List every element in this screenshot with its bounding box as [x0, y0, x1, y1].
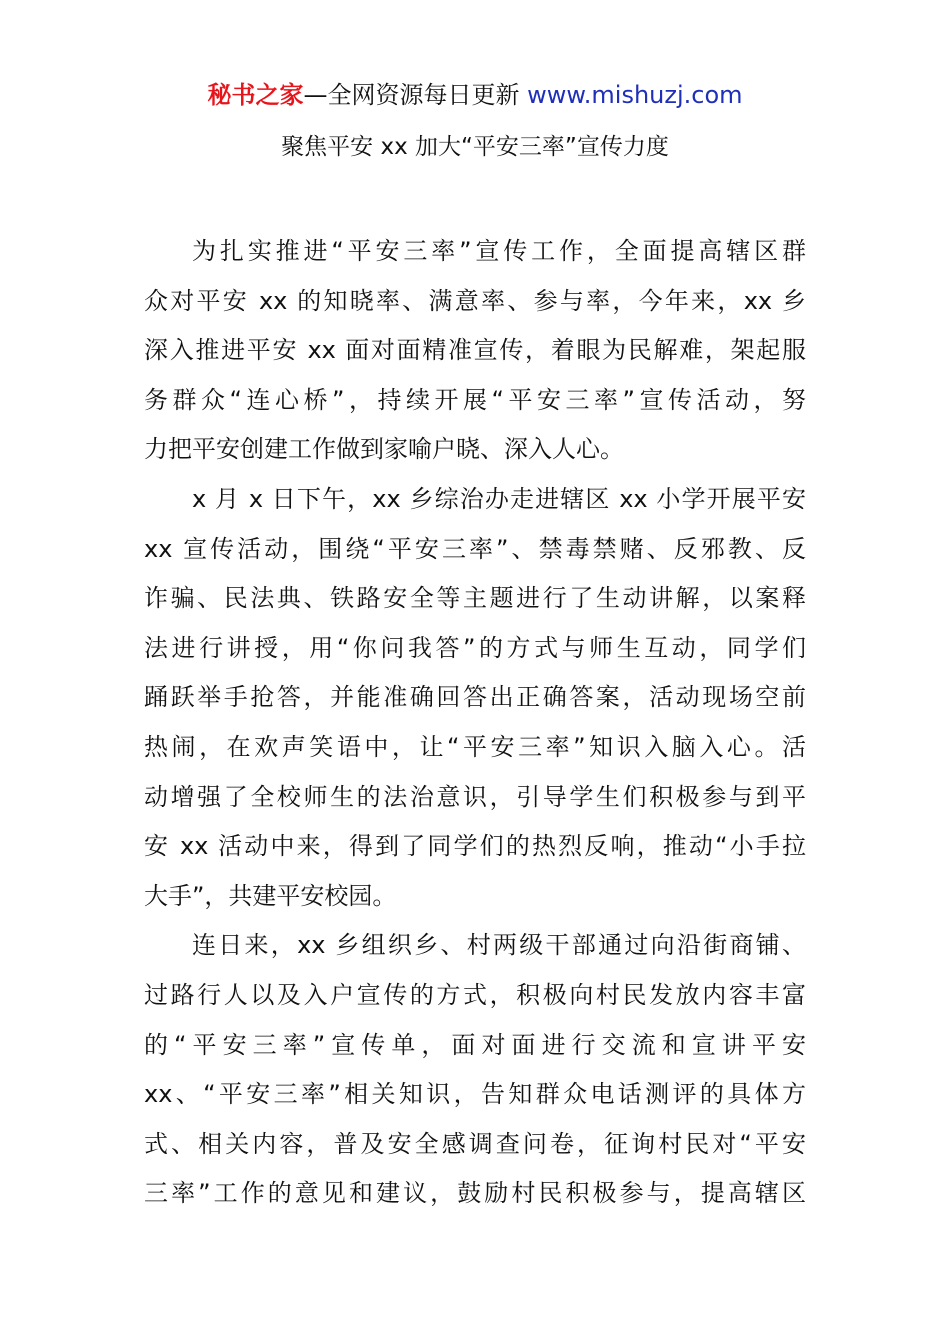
text-line: 三率”工作的意见和建议，鼓励村民积极参与，提高辖区: [144, 1179, 806, 1208]
text-line: 动增强了全校师生的法治意识，引导学生们积极参与到平: [144, 782, 806, 811]
text-line: 为扎实推进“平安三率”宣传工作，全面提高辖区群: [192, 237, 806, 265]
text-line: x 月 x 日下午，xx 乡综治办走进辖区 xx 小学开展平安: [192, 484, 806, 513]
site-header: [0, 78, 950, 112]
text-line: 大手”，共建平安校园。: [144, 881, 397, 910]
text-line: xx、“平安三率”相关知识，告知群众电话测评的具体方: [144, 1080, 806, 1109]
paragraph-2: [144, 475, 806, 921]
text-line: 踊跃举手抢答，并能准确回答出正确答案，活动现场空前: [144, 683, 806, 712]
text-line: 务群众“连心桥”，持续开展“平安三率”宣传活动，努: [144, 385, 806, 414]
document-title: 聚焦平安 xx 加大“平安三率”宣传力度: [281, 134, 669, 160]
brand-name: 秘书之家: [207, 81, 304, 109]
text-line: 的“平安三率”宣传单，面对面进行交流和宣讲平安: [144, 1030, 806, 1059]
text-line: 法进行讲授，用“你问我答”的方式与师生互动，同学们: [144, 633, 806, 662]
text-line: 连日来，xx 乡组织乡、村两级干部通过向沿街商铺、: [192, 931, 806, 960]
text-line: 式、相关内容，普及安全感调查问卷，征询村民对“平安: [144, 1129, 806, 1158]
text-line: 过路行人以及入户宣传的方式，积极向村民发放内容丰富: [144, 980, 806, 1009]
paragraph-1: [144, 227, 806, 475]
text-line: 安 xx 活动中来，得到了同学们的热烈反响，推动“小手拉: [144, 832, 806, 861]
text-line: 热闹，在欢声笑语中，让“平安三率”知识入脑入心。活: [144, 732, 806, 761]
header-slogan: —全网资源每日更新: [303, 81, 528, 109]
text-line: xx 宣传活动，围绕“平安三率”、禁毒禁赌、反邪教、反: [144, 534, 806, 563]
document-body: [144, 227, 806, 1219]
text-line: 深入推进平安 xx 面对面精准宣传，着眼为民解难，架起服: [144, 336, 806, 365]
paragraph-3: [144, 921, 806, 1219]
site-url[interactable]: www.mishuzj.com: [527, 81, 743, 109]
text-line: 众对平安 xx 的知晓率、满意率、参与率，今年来，xx 乡: [144, 286, 806, 315]
text-line: 诈骗、民法典、铁路安全等主题进行了生动讲解，以案释: [144, 584, 806, 613]
text-line: 力把平安创建工作做到家喻户晓、深入人心。: [144, 435, 624, 464]
